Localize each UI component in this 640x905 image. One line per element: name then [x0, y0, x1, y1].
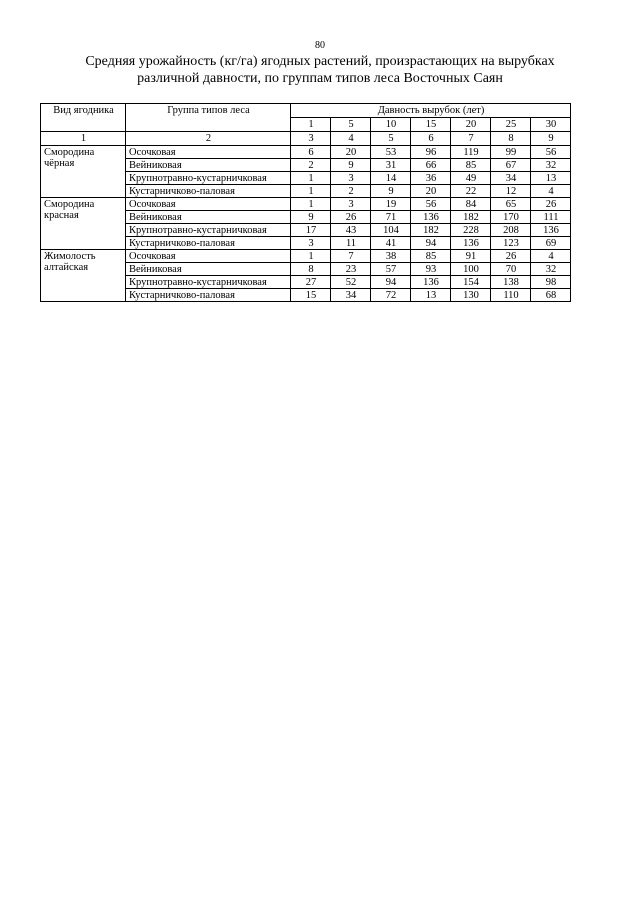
yield-value-cell: 68	[531, 289, 571, 302]
table-title	[40, 53, 600, 87]
forest-group-cell: Кустарничково-паловая	[126, 185, 291, 198]
yield-value-cell: 228	[451, 224, 491, 237]
yield-value-cell: 13	[411, 289, 451, 302]
yield-value-cell: 138	[491, 276, 531, 289]
header-group: Группа типов леса	[126, 104, 291, 132]
yield-value-cell: 1	[291, 250, 331, 263]
species-cell: Смородина чёрная	[41, 146, 126, 198]
column-number-cell: 8	[491, 132, 531, 146]
header-species: Вид ягодника	[41, 104, 126, 132]
column-number-cell: 3	[291, 132, 331, 146]
table-row	[41, 146, 571, 159]
yield-value-cell: 136	[531, 224, 571, 237]
forest-group-cell: Кустарничково-паловая	[126, 237, 291, 250]
yield-value-cell: 72	[371, 289, 411, 302]
yield-value-cell: 3	[331, 198, 371, 211]
column-number-cell: 6	[411, 132, 451, 146]
yield-value-cell: 110	[491, 289, 531, 302]
column-number-cell: 1	[41, 132, 126, 146]
forest-group-cell: Вейниковая	[126, 263, 291, 276]
yield-value-cell: 34	[331, 289, 371, 302]
yield-value-cell: 57	[371, 263, 411, 276]
yield-value-cell: 11	[331, 237, 371, 250]
yield-value-cell: 32	[531, 159, 571, 172]
yield-value-cell: 208	[491, 224, 531, 237]
yield-value-cell: 136	[411, 211, 451, 224]
yield-value-cell: 9	[371, 185, 411, 198]
yield-value-cell: 67	[491, 159, 531, 172]
yield-value-cell: 53	[371, 146, 411, 159]
forest-group-cell: Осочковая	[126, 250, 291, 263]
yield-value-cell: 36	[411, 172, 451, 185]
forest-group-cell: Осочковая	[126, 146, 291, 159]
yield-value-cell: 96	[411, 146, 451, 159]
yield-value-cell: 100	[451, 263, 491, 276]
yield-value-cell: 136	[451, 237, 491, 250]
forest-group-cell: Кустарничково-паловая	[126, 289, 291, 302]
column-number-cell: 5	[371, 132, 411, 146]
year-header-cell: 10	[371, 118, 411, 132]
yield-value-cell: 85	[451, 159, 491, 172]
yield-value-cell: 84	[451, 198, 491, 211]
yield-value-cell: 49	[451, 172, 491, 185]
yield-value-cell: 66	[411, 159, 451, 172]
yield-value-cell: 12	[491, 185, 531, 198]
yield-value-cell: 85	[411, 250, 451, 263]
yield-value-cell: 56	[531, 146, 571, 159]
yield-table	[40, 103, 571, 302]
year-header-cell: 20	[451, 118, 491, 132]
column-number-cell: 7	[451, 132, 491, 146]
yield-value-cell: 130	[451, 289, 491, 302]
forest-group-cell: Крупнотравно-кустарничковая	[126, 224, 291, 237]
yield-value-cell: 3	[291, 237, 331, 250]
yield-value-cell: 9	[291, 211, 331, 224]
table-title-line-1: Средняя урожайность (кг/га) ягодных растений, произрастающих на вырубках	[85, 54, 555, 69]
header-age: Давность вырубок (лет)	[291, 104, 571, 118]
yield-value-cell: 38	[371, 250, 411, 263]
yield-value-cell: 8	[291, 263, 331, 276]
year-header-cell: 15	[411, 118, 451, 132]
page-number: 80	[315, 40, 325, 51]
yield-value-cell: 7	[331, 250, 371, 263]
column-number-cell: 4	[331, 132, 371, 146]
yield-value-cell: 182	[451, 211, 491, 224]
forest-group-cell: Вейниковая	[126, 211, 291, 224]
forest-group-cell: Крупнотравно-кустарничковая	[126, 172, 291, 185]
yield-value-cell: 2	[291, 159, 331, 172]
yield-value-cell: 170	[491, 211, 531, 224]
year-header-cell: 1	[291, 118, 331, 132]
yield-value-cell: 154	[451, 276, 491, 289]
yield-value-cell: 26	[491, 250, 531, 263]
yield-value-cell: 1	[291, 185, 331, 198]
yield-value-cell: 93	[411, 263, 451, 276]
yield-value-cell: 4	[531, 185, 571, 198]
yield-value-cell: 56	[411, 198, 451, 211]
yield-value-cell: 15	[291, 289, 331, 302]
year-header-cell: 5	[331, 118, 371, 132]
table-row	[41, 250, 571, 263]
yield-value-cell: 20	[411, 185, 451, 198]
yield-value-cell: 65	[491, 198, 531, 211]
year-header-cell: 25	[491, 118, 531, 132]
yield-value-cell: 6	[291, 146, 331, 159]
yield-value-cell: 111	[531, 211, 571, 224]
yield-value-cell: 182	[411, 224, 451, 237]
forest-group-cell: Крупнотравно-кустарничковая	[126, 276, 291, 289]
forest-group-cell: Осочковая	[126, 198, 291, 211]
yield-value-cell: 70	[491, 263, 531, 276]
yield-value-cell: 26	[531, 198, 571, 211]
column-number-cell: 9	[531, 132, 571, 146]
yield-value-cell: 1	[291, 198, 331, 211]
yield-value-cell: 98	[531, 276, 571, 289]
forest-group-cell: Вейниковая	[126, 159, 291, 172]
yield-value-cell: 27	[291, 276, 331, 289]
yield-value-cell: 123	[491, 237, 531, 250]
yield-value-cell: 19	[371, 198, 411, 211]
table-title-line-2: различной давности, по группам типов леса Восточных Саян	[137, 71, 503, 86]
year-header-cell: 30	[531, 118, 571, 132]
yield-value-cell: 23	[331, 263, 371, 276]
table-row	[41, 198, 571, 211]
yield-value-cell: 91	[451, 250, 491, 263]
yield-value-cell: 1	[291, 172, 331, 185]
yield-value-cell: 26	[331, 211, 371, 224]
yield-value-cell: 17	[291, 224, 331, 237]
yield-value-cell: 69	[531, 237, 571, 250]
column-numbers-row	[41, 132, 571, 146]
yield-value-cell: 71	[371, 211, 411, 224]
yield-value-cell: 4	[531, 250, 571, 263]
yield-value-cell: 14	[371, 172, 411, 185]
yield-value-cell: 99	[491, 146, 531, 159]
yield-value-cell: 52	[331, 276, 371, 289]
yield-value-cell: 13	[531, 172, 571, 185]
yield-value-cell: 136	[411, 276, 451, 289]
yield-value-cell: 20	[331, 146, 371, 159]
yield-value-cell: 94	[411, 237, 451, 250]
yield-value-cell: 41	[371, 237, 411, 250]
yield-value-cell: 31	[371, 159, 411, 172]
yield-value-cell: 34	[491, 172, 531, 185]
column-number-cell: 2	[126, 132, 291, 146]
yield-value-cell: 119	[451, 146, 491, 159]
yield-value-cell: 43	[331, 224, 371, 237]
species-cell: Смородина красная	[41, 198, 126, 250]
yield-value-cell: 22	[451, 185, 491, 198]
yield-value-cell: 32	[531, 263, 571, 276]
yield-value-cell: 104	[371, 224, 411, 237]
yield-value-cell: 94	[371, 276, 411, 289]
species-cell: Жимолость алтайская	[41, 250, 126, 302]
yield-value-cell: 9	[331, 159, 371, 172]
yield-value-cell: 3	[331, 172, 371, 185]
yield-value-cell: 2	[331, 185, 371, 198]
